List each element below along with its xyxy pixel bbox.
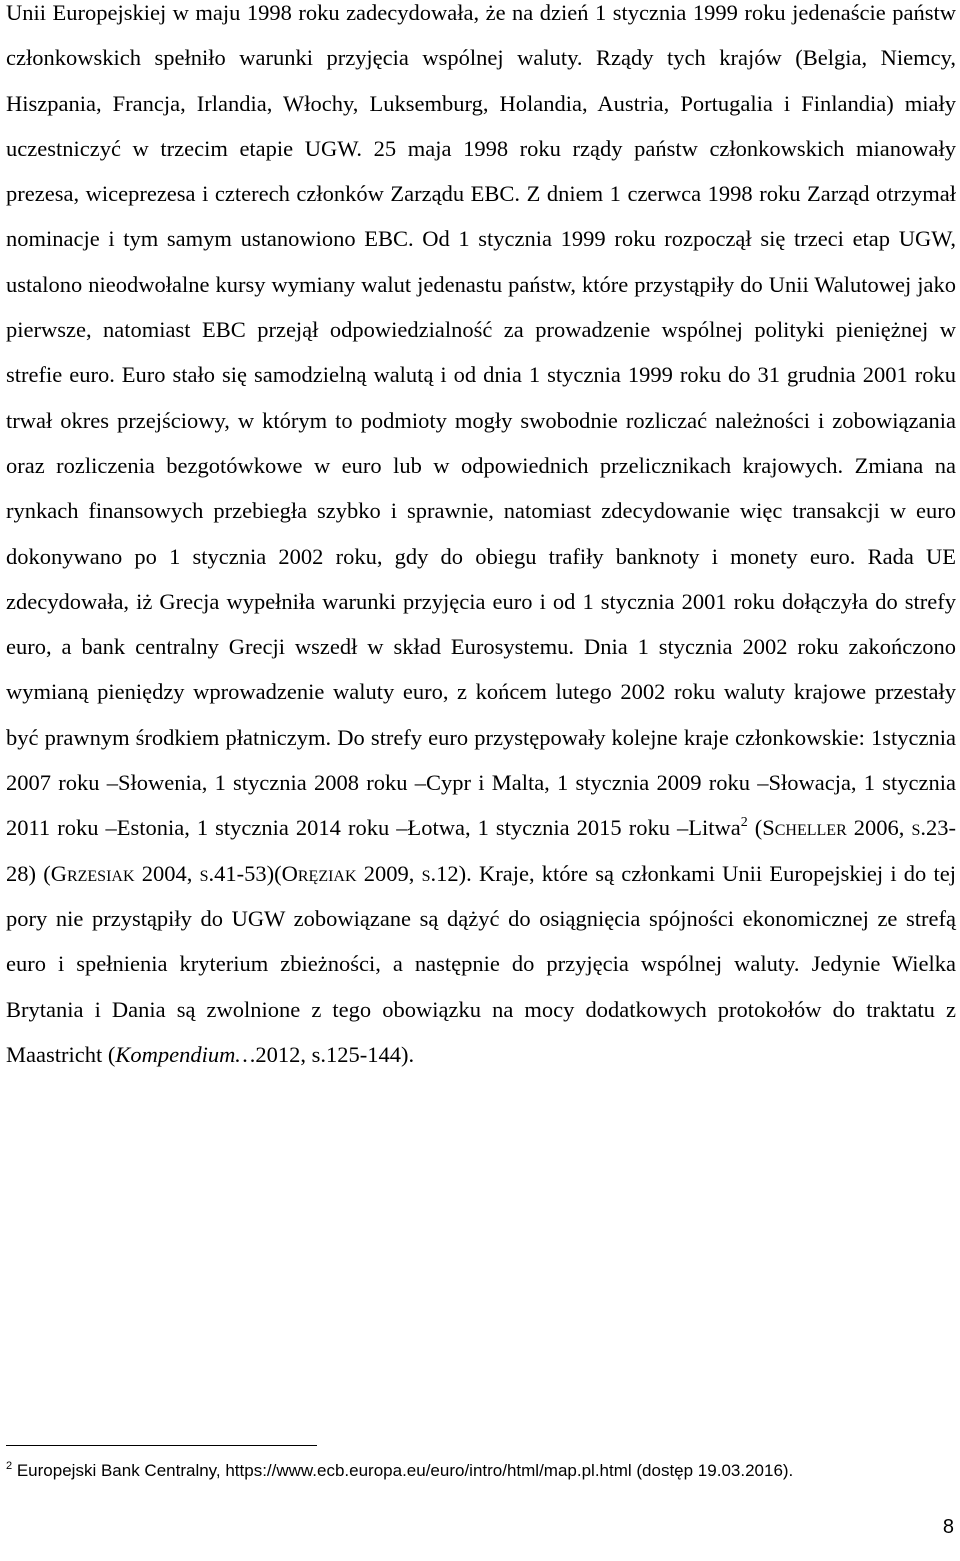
page-number: 8 [942, 1516, 954, 1538]
paragraph-text: )( [266, 860, 282, 886]
citation-title: Kompendium… [115, 1041, 256, 1067]
paragraph-text: 2009, [356, 860, 422, 886]
citation-pages: s.12 [421, 860, 459, 886]
footnote-number: 2 [6, 1460, 13, 1472]
paragraph-text: 2004, [134, 860, 200, 886]
paragraph-text: ) ( [28, 860, 51, 886]
citation-author: Grzesiak [50, 860, 135, 886]
paragraph-text: ( [747, 815, 763, 841]
citation-pages: s.41-53 [199, 860, 267, 886]
footnote-separator [6, 1445, 317, 1446]
citation-pages: s.23-28 [6, 815, 956, 886]
paragraph-text: Unii Europejskiej w maju 1998 roku zadecydowała, że na dzień 1 stycznia 1999 roku jedenaście państw członkowskich spełniło warunki przyjęcia wspólnej waluty. Rządy tych krajów (Belgia, Niemcy, Hiszpania, Francja, Irlandia, Włochy, Luksemburg, Holandia, Austria, Portugalia i Finlandia) miały uczestniczyć w trzecim etapie UGW. 25 maja 1998 roku rządy państw członkowskich mianowały prezesa, wiceprezesa i czterech członków Zarządu EBC. Z dniem 1 czerwca 1998 roku Zarząd otrzymał nominacje i tym samym ustanowiono EBC. Od 1 stycznia 1999 roku rozpoczął się trzeci etap UGW, ustalono nieodwołalne kursy wymiany walut jedenastu państw, które przystąpiły do Unii Walutowej jako pierwsze, natomiast EBC przejął odpowiedzialność za prowadzenie wspólnej polityki pieniężnej w strefie euro. Euro stało się samodzielną walutą i od dnia 1 stycznia 1999 roku do 31 grudnia 2001 roku trwał okres przejściowy, w którym to podmioty mogły swobodnie rozliczać należności i zobowiązania oraz rozliczenia bezgotówkowe w euro lub w odpowiednich przelicznikach krajowych. Zmiana na rynkach finansowych przebiegła szybko i sprawnie, natomiast zdecydowanie więc transakcji w euro dokonywano po 1 stycznia 2002 roku, gdy do obiegu trafiły banknoty i monety euro. Rada UE zdecydowała, iż Grecja wypełniła warunki przyjęcia euro i od 1 stycznia 2001 roku dołączyła do strefy euro, a bank centralny Grecji wszedł w skład Eurosystemu. Dnia 1 stycznia 2002 roku zakończono wymianą pieniędzy wprowadzenie waluty euro, z końcem lutego 2002 roku waluty krajowe przestały być prawnym środkiem płatniczym. Do strefy euro przystępowały kolejne kraje członkowskie: 1stycznia 2007 roku –Słowenia, 1 stycznia 2008 roku –Cypr i Malta, 1 stycznia 2009 roku –Słowacja, 1 stycznia 2011 roku –Estonia, 1 stycznia 2014 roku –Łotwa, 1 stycznia 2015 roku –Litwa [6, 0, 956, 841]
footnote-reference[interactable]: 2 [740, 815, 748, 831]
paragraph-text: 2012, s.125-144). [255, 1041, 415, 1067]
body-paragraph [6, 0, 956, 1077]
paragraph-text: ). Kraje, które są członkami Unii Europejskiej i do tej pory nie przystąpiły do UGW zobowiązane są dążyć do osiągnięcia spójności ekonomicznej ze strefą euro i spełnienia kryterium zbieżności, a następnie do przyjęcia wspólnej waluty. Jedynie Wielka Brytania i Dania są zwolnione z tego obowiązku na mocy dodatkowych protokołów do traktatu z Maastricht ( [6, 860, 957, 1067]
citation-author: Scheller [762, 815, 847, 841]
paragraph-text: 2006, [846, 815, 912, 841]
footnote-text: Europejski Bank Centralny, https://www.ecb.europa.eu/euro/intro/html/map.pl.html (dostęp 19.03.2016). [12, 1461, 794, 1480]
footnote [6, 1457, 906, 1485]
citation-author: Oręziak [281, 860, 357, 886]
